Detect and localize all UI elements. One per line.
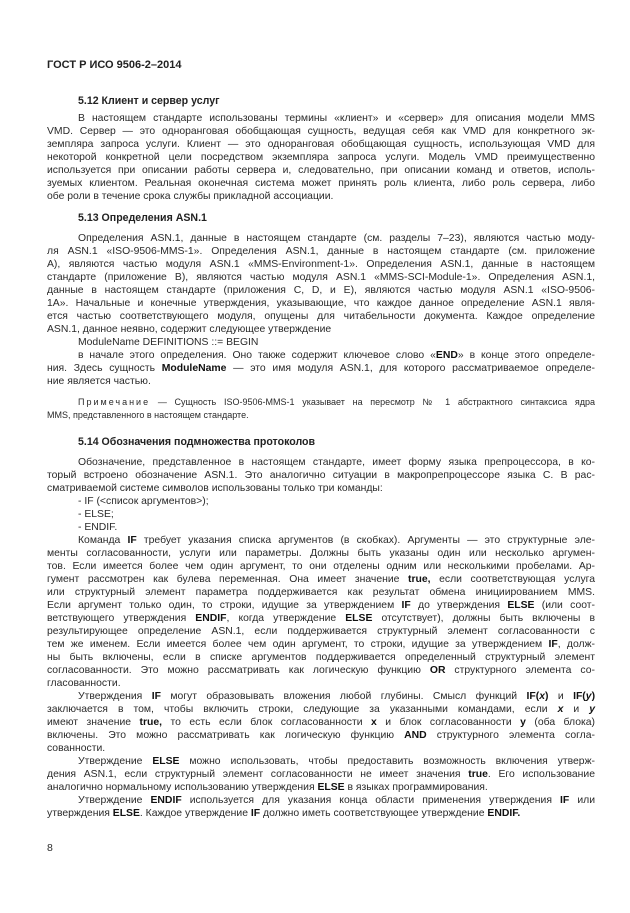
text-line [47, 177, 595, 190]
bold-run: true, [139, 717, 163, 728]
text-run: Команда [78, 535, 128, 546]
text-run: структурного элемента со- [445, 665, 595, 676]
section-heading-5-14: 5.14 Обозначения подмножества протоколов [78, 436, 316, 448]
page-number: 8 [47, 842, 53, 854]
text-run: аналогично нормальному использованию утверждения [47, 782, 318, 793]
text-line [47, 495, 595, 508]
text-line [47, 271, 595, 284]
text-run: Обозначение, представленное в настоящем стандарте, имеет форму языка препроцессора, в ко- [78, 457, 595, 468]
text-run: и [563, 704, 590, 715]
section-body-5-14 [47, 456, 595, 820]
text-line [47, 547, 595, 560]
text-run: можно использовать, чтобы предоставить возможность включения утверж- [179, 756, 595, 767]
note-label: Примечание [78, 397, 151, 407]
text-line [47, 586, 595, 599]
text-run: некоторой конкретной цели посредством экземпляра запроса услуги. Модель VMD преимущественно [47, 152, 595, 163]
text-run: гласованности. [47, 678, 121, 689]
text-run: и [548, 691, 574, 702]
text-run: торый встроено обозначение ASN.1. Это аналогично ситуации в макропрепроцессоре языка C. В рас- [47, 470, 595, 481]
text-run: (или соот- [534, 600, 596, 611]
text-line [47, 625, 595, 638]
text-line [47, 164, 595, 177]
text-run: ASN.1, данное неявно, содержит следующее утверждение [47, 324, 332, 335]
text-run: используется для указания конца области применения утверждения [181, 795, 561, 806]
text-run: в языках программирования. [344, 782, 488, 793]
text-run: требует указания списка аргументов (в скобках). Аргументы — это структурные эле- [136, 535, 595, 546]
text-run: A), являются частью модуля ASN.1 «MMS-Environment-1». Определения ASN.1, данные в настоящем [47, 259, 595, 270]
text-run: (оба блока) [525, 717, 596, 728]
bold-run: ELSE [152, 756, 180, 767]
text-line [47, 521, 595, 534]
text-run: 1A». Начальные и конечные утверждения, указывающие, что каждое данное определение ASN.1 явля- [47, 298, 595, 309]
text-run: - ENDIF. [78, 522, 118, 533]
text-run: Утверждение [78, 795, 151, 806]
text-line [47, 245, 595, 258]
text-line [47, 469, 595, 482]
text-line [47, 125, 595, 138]
text-line [47, 310, 595, 323]
text-run: » в конце этого определе- [457, 350, 596, 361]
bold-run: ENDIF. [487, 808, 521, 819]
text-line [47, 336, 595, 349]
text-run: то есть если блок согласованности [162, 717, 371, 728]
bold-run: ModuleName [161, 363, 227, 374]
text-line [47, 755, 595, 768]
text-line [47, 599, 595, 612]
bold-run: y [520, 717, 526, 728]
text-line [47, 112, 595, 125]
text-run: гумент рассмотрен как булева переменная. Она имеет значение [47, 574, 408, 585]
text-line [47, 807, 595, 820]
text-line [47, 190, 595, 203]
text-run: если соответствующая услуга [430, 574, 595, 585]
text-run: , долж- [557, 639, 595, 650]
text-run: - IF (<список аргументов>); [78, 496, 209, 507]
text-line [47, 716, 595, 729]
text-line [47, 362, 595, 375]
text-line [47, 794, 595, 807]
text-run: ние является частью. [47, 376, 151, 387]
text-run: земпляра запроса услуги. Клиент — это одноранговая обобщающая сущность, использующая VMD для [47, 139, 595, 150]
bold-run: IF( [573, 691, 586, 702]
text-run: . Его использование [487, 769, 596, 780]
text-run: могут образовывать вложения любой глубины. Смысл функций [160, 691, 527, 702]
text-run: данные в настоящем стандарте (приложения C, D, и E), являются частью модуля ASN.1 «ISO-9506- [47, 285, 595, 296]
text-run: структурного элемента согла- [426, 730, 595, 741]
text-line [47, 703, 595, 716]
text-line [47, 742, 595, 755]
text-line [47, 664, 595, 677]
text-run: и блок согласованности [376, 717, 521, 728]
text-run: или [569, 795, 595, 806]
text-run: — это имя модуля ASN.1, для которого рассматриваемое определе- [226, 363, 595, 374]
text-line [47, 638, 595, 651]
bold-run: ENDIF [150, 795, 182, 806]
text-line [47, 729, 595, 742]
text-run: В настоящем стандарте использованы термины «клиент» и «сервер» для описания модели MMS [78, 113, 595, 124]
text-line [47, 651, 595, 664]
text-run: обе роли в течение срока службы прикладной ассоциации. [47, 191, 334, 202]
bold-run: true, [408, 574, 431, 585]
text-line [47, 323, 595, 336]
text-run: VMD. Сервер — это одноранговая обобщающая сущность, ведущая себя как VMD для конкретного эк- [47, 126, 595, 137]
text-run: согласованности. Это можно рассматривать как логическую функцию [47, 665, 430, 676]
text-run: до утверждения [410, 600, 508, 611]
section-heading-5-13: 5.13 Определения ASN.1 [78, 212, 207, 224]
text-run: сованности. [47, 743, 106, 754]
text-run: менты согласованности, услуги или параметры. Должны быть указаны один или несколько аргумен- [47, 548, 595, 559]
text-run: ветствующего утверждения [47, 613, 196, 624]
text-line [47, 297, 595, 310]
bold-run: ELSE [317, 782, 345, 793]
text-run: . Каждое утверждение [139, 808, 251, 819]
bold-run: AND [404, 730, 427, 741]
bold-run: ENDIF [195, 613, 227, 624]
text-run: , когда утверждение [226, 613, 346, 624]
text-line [47, 482, 595, 495]
text-line [47, 768, 595, 781]
bold-italic-run: y [589, 704, 596, 715]
bold-run: ) [591, 691, 596, 702]
text-line [47, 232, 595, 245]
text-run: включены. Это можно рассматривать как логическую функцию [47, 730, 405, 741]
bold-run: IF [548, 639, 558, 650]
bold-run: IF( [526, 691, 540, 702]
text-run: заключается в том, чтобы включить строки, следующие за указанными командами, если [47, 704, 558, 715]
text-run: ется частью соответствующего модуля, опущены для читабельности документа. Каждое определение [47, 311, 595, 322]
text-run: сматриваемой системе символов использованы только три команды: [47, 483, 383, 494]
text-line [47, 677, 595, 690]
text-run: ModuleName DEFINITIONS ::= BEGIN [78, 337, 259, 348]
text-run: стандарте (приложение B), являются частью модуля ASN.1 «MMS-SCI-Module-1». Определения ASN.1, [47, 272, 595, 283]
text-run: тов. Если имеется более чем один аргумент, то они отделены одним или несколькими пробелами. Ар- [47, 561, 595, 572]
text-run: утверждения [47, 808, 113, 819]
text-run: используется при описании работы сервера и, следовательно, при описании команд и ответов, исполь- [47, 165, 595, 176]
text-run: Утверждение [78, 756, 153, 767]
text-run: Если аргумент только один, то строки, идущие за утверждением [47, 600, 402, 611]
text-run: должно иметь соответствующее утверждение [260, 808, 488, 819]
text-run: отсутствует), должны быть включены в [372, 613, 595, 624]
bold-run: IF [127, 535, 137, 546]
text-run: ны быть включены, если в списке аргументов поддерживается определенный структурный элемент [47, 652, 595, 663]
text-run: имеют значение [47, 717, 140, 728]
text-line [47, 573, 595, 586]
text-run: тем же именем. Если имеется более чем один аргумент, то строки, идущие за утверждением [47, 639, 549, 650]
section-body-5-13 [47, 232, 595, 388]
text-line [47, 508, 595, 521]
text-run: или структурный элемент параметра поддерживается как результат обмена инициированием MMS. [47, 587, 595, 598]
text-run: Утверждения [78, 691, 152, 702]
document-header: ГОСТ Р ИСО 9506-2–2014 [47, 59, 182, 71]
text-run: - ELSE; [78, 509, 114, 520]
text-line [47, 151, 595, 164]
bold-run: true [468, 769, 488, 780]
text-line [47, 375, 595, 388]
text-run: ля ASN.1 «ISO-9506-MMS-1». Определения ASN.1, данные в настоящем стандарте (см. приложение [47, 246, 595, 257]
bold-run: ELSE [112, 808, 140, 819]
bold-italic-run: y [585, 691, 592, 702]
text-run: ния. Здесь сущность [47, 363, 162, 374]
text-run: Определения ASN.1, данные в настоящем стандарте (см. разделы 7–23), являются частью моду- [78, 233, 595, 244]
text-run: результирующее определение ASN.1, если поддерживается структурный элемент согласованности с [47, 626, 595, 637]
text-run: дения ASN.1, если структурный элемент согласованности не имеет значения [47, 769, 469, 780]
text-line [47, 349, 595, 362]
text-line [47, 560, 595, 573]
bold-run: IF [250, 808, 261, 819]
text-line [47, 456, 595, 469]
note-line: MMS, представленного в настоящем стандарте. [47, 410, 249, 420]
bold-italic-run: x [539, 691, 545, 702]
note-line: Примечание — Сущность ISO-9506-MMS-1 указывает на пересмотр № 1 абстрактного синтаксиса ядра [78, 397, 595, 407]
bold-run: ELSE [345, 613, 373, 624]
bold-run: x [370, 717, 377, 728]
text-line [47, 284, 595, 297]
text-line [47, 690, 595, 703]
text-run: зуемых клиентом. Реальная оконечная система может принять роль клиента, либо роль сервера, либо [47, 178, 595, 189]
text-run: в начале этого определения. Оно также содержит ключевое слово « [78, 350, 436, 361]
bold-run: ELSE [507, 600, 535, 611]
text-line [47, 258, 595, 271]
section-body-5-12 [47, 112, 595, 203]
bold-run: IF [401, 600, 411, 611]
bold-run: OR [429, 665, 446, 676]
note [47, 396, 595, 422]
text-line [47, 138, 595, 151]
bold-run: ) [545, 691, 549, 702]
text-line [47, 781, 595, 794]
bold-italic-run: x [557, 704, 564, 715]
bold-run: END [435, 350, 458, 361]
text-line [47, 612, 595, 625]
bold-run: IF [151, 691, 161, 702]
text-line [47, 534, 595, 547]
section-heading-5-12: 5.12 Клиент и сервер услуг [78, 95, 220, 107]
bold-run: IF [560, 795, 570, 806]
